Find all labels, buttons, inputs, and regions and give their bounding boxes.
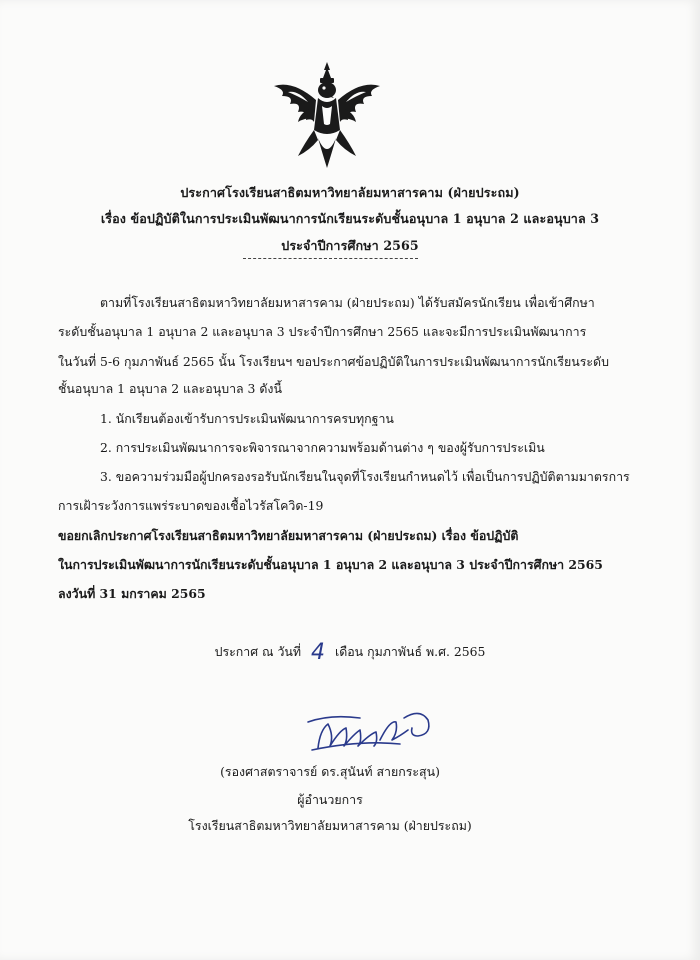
garuda-emblem-icon <box>268 60 386 172</box>
cancellation-line: ลงวันที่ 31 มกราคม 2565 <box>58 586 206 601</box>
list-item: 3. ขอความร่วมมือผู้ปกครองรอรับนักเรียนในจุดที่โรงเรียนกำหนดไว้ เพื่อเป็นการปฏิบัติตามมาตรการ <box>100 469 630 484</box>
cancellation-line: ขอยกเลิกประกาศโรงเรียนสาธิตมหาวิทยาลัยมหาสารคาม (ฝ่ายประถม) เรื่อง ข้อปฏิบัติ <box>58 528 519 543</box>
signatory-organization: โรงเรียนสาธิตมหาวิทยาลัยมหาสารคาม (ฝ่ายประถม) <box>188 818 472 833</box>
paragraph-line: ตามที่โรงเรียนสาธิตมหาวิทยาลัยมหาสารคาม (ฝ่ายประถม) ได้รับสมัครนักเรียน เพื่อเข้าศึกษา <box>100 295 595 310</box>
list-item-continuation: การเฝ้าระวังการแพร่ระบาดของเชื้อไวรัสโควิด-19 <box>58 498 324 513</box>
announcement-date <box>0 640 700 665</box>
paragraph-line: ในวันที่ 5-6 กุมภาพันธ์ 2565 นั้น โรงเรียนฯ ขอประกาศข้อปฏิบัติในการประเมินพัฒนาการนักเรียนระดับ <box>58 354 609 369</box>
paragraph-line: ระดับชั้นอนุบาล 1 อนุบาล 2 และอนุบาล 3 ประจำปีการศึกษา 2565 และจะมีการประเมินพัฒนาการ <box>58 324 587 339</box>
announce-prefix: ประกาศ ณ วันที่ <box>214 644 302 659</box>
list-item: 2. การประเมินพัฒนาการจะพิจารณาจากความพร้อมด้านต่าง ๆ ของผู้รับการประเมิน <box>100 440 545 455</box>
document-subject: เรื่อง ข้อปฏิบัติในการประเมินพัฒนาการนักเรียนระดับชั้นอนุบาล 1 อนุบาล 2 และอนุบาล 3 <box>100 211 600 226</box>
handwritten-day: 4 <box>311 640 325 665</box>
academic-year: ประจำปีการศึกษา 2565 <box>281 238 419 253</box>
handwritten-signature <box>300 700 440 760</box>
paragraph-line: ชั้นอนุบาล 1 อนุบาล 2 และอนุบาล 3 ดังนี้ <box>58 381 282 396</box>
cancellation-line: ในการประเมินพัฒนาการนักเรียนระดับชั้นอนุบาล 1 อนุบาล 2 และอนุบาล 3 ประจำปีการศึกษา 2565 <box>58 557 603 572</box>
announce-suffix: เดือน กุมภาพันธ์ พ.ศ. 2565 <box>334 644 486 659</box>
list-item: 1. นักเรียนต้องเข้ารับการประเมินพัฒนาการครบทุกฐาน <box>100 411 394 426</box>
divider <box>243 258 418 259</box>
signatory-position: ผู้อำนวยการ <box>297 792 363 807</box>
signatory-name: (รองศาสตราจารย์ ดร.สุนันท์ สายกระสุน) <box>220 764 440 779</box>
document-title: ประกาศโรงเรียนสาธิตมหาวิทยาลัยมหาสารคาม (ฝ่ายประถม) <box>180 185 520 200</box>
